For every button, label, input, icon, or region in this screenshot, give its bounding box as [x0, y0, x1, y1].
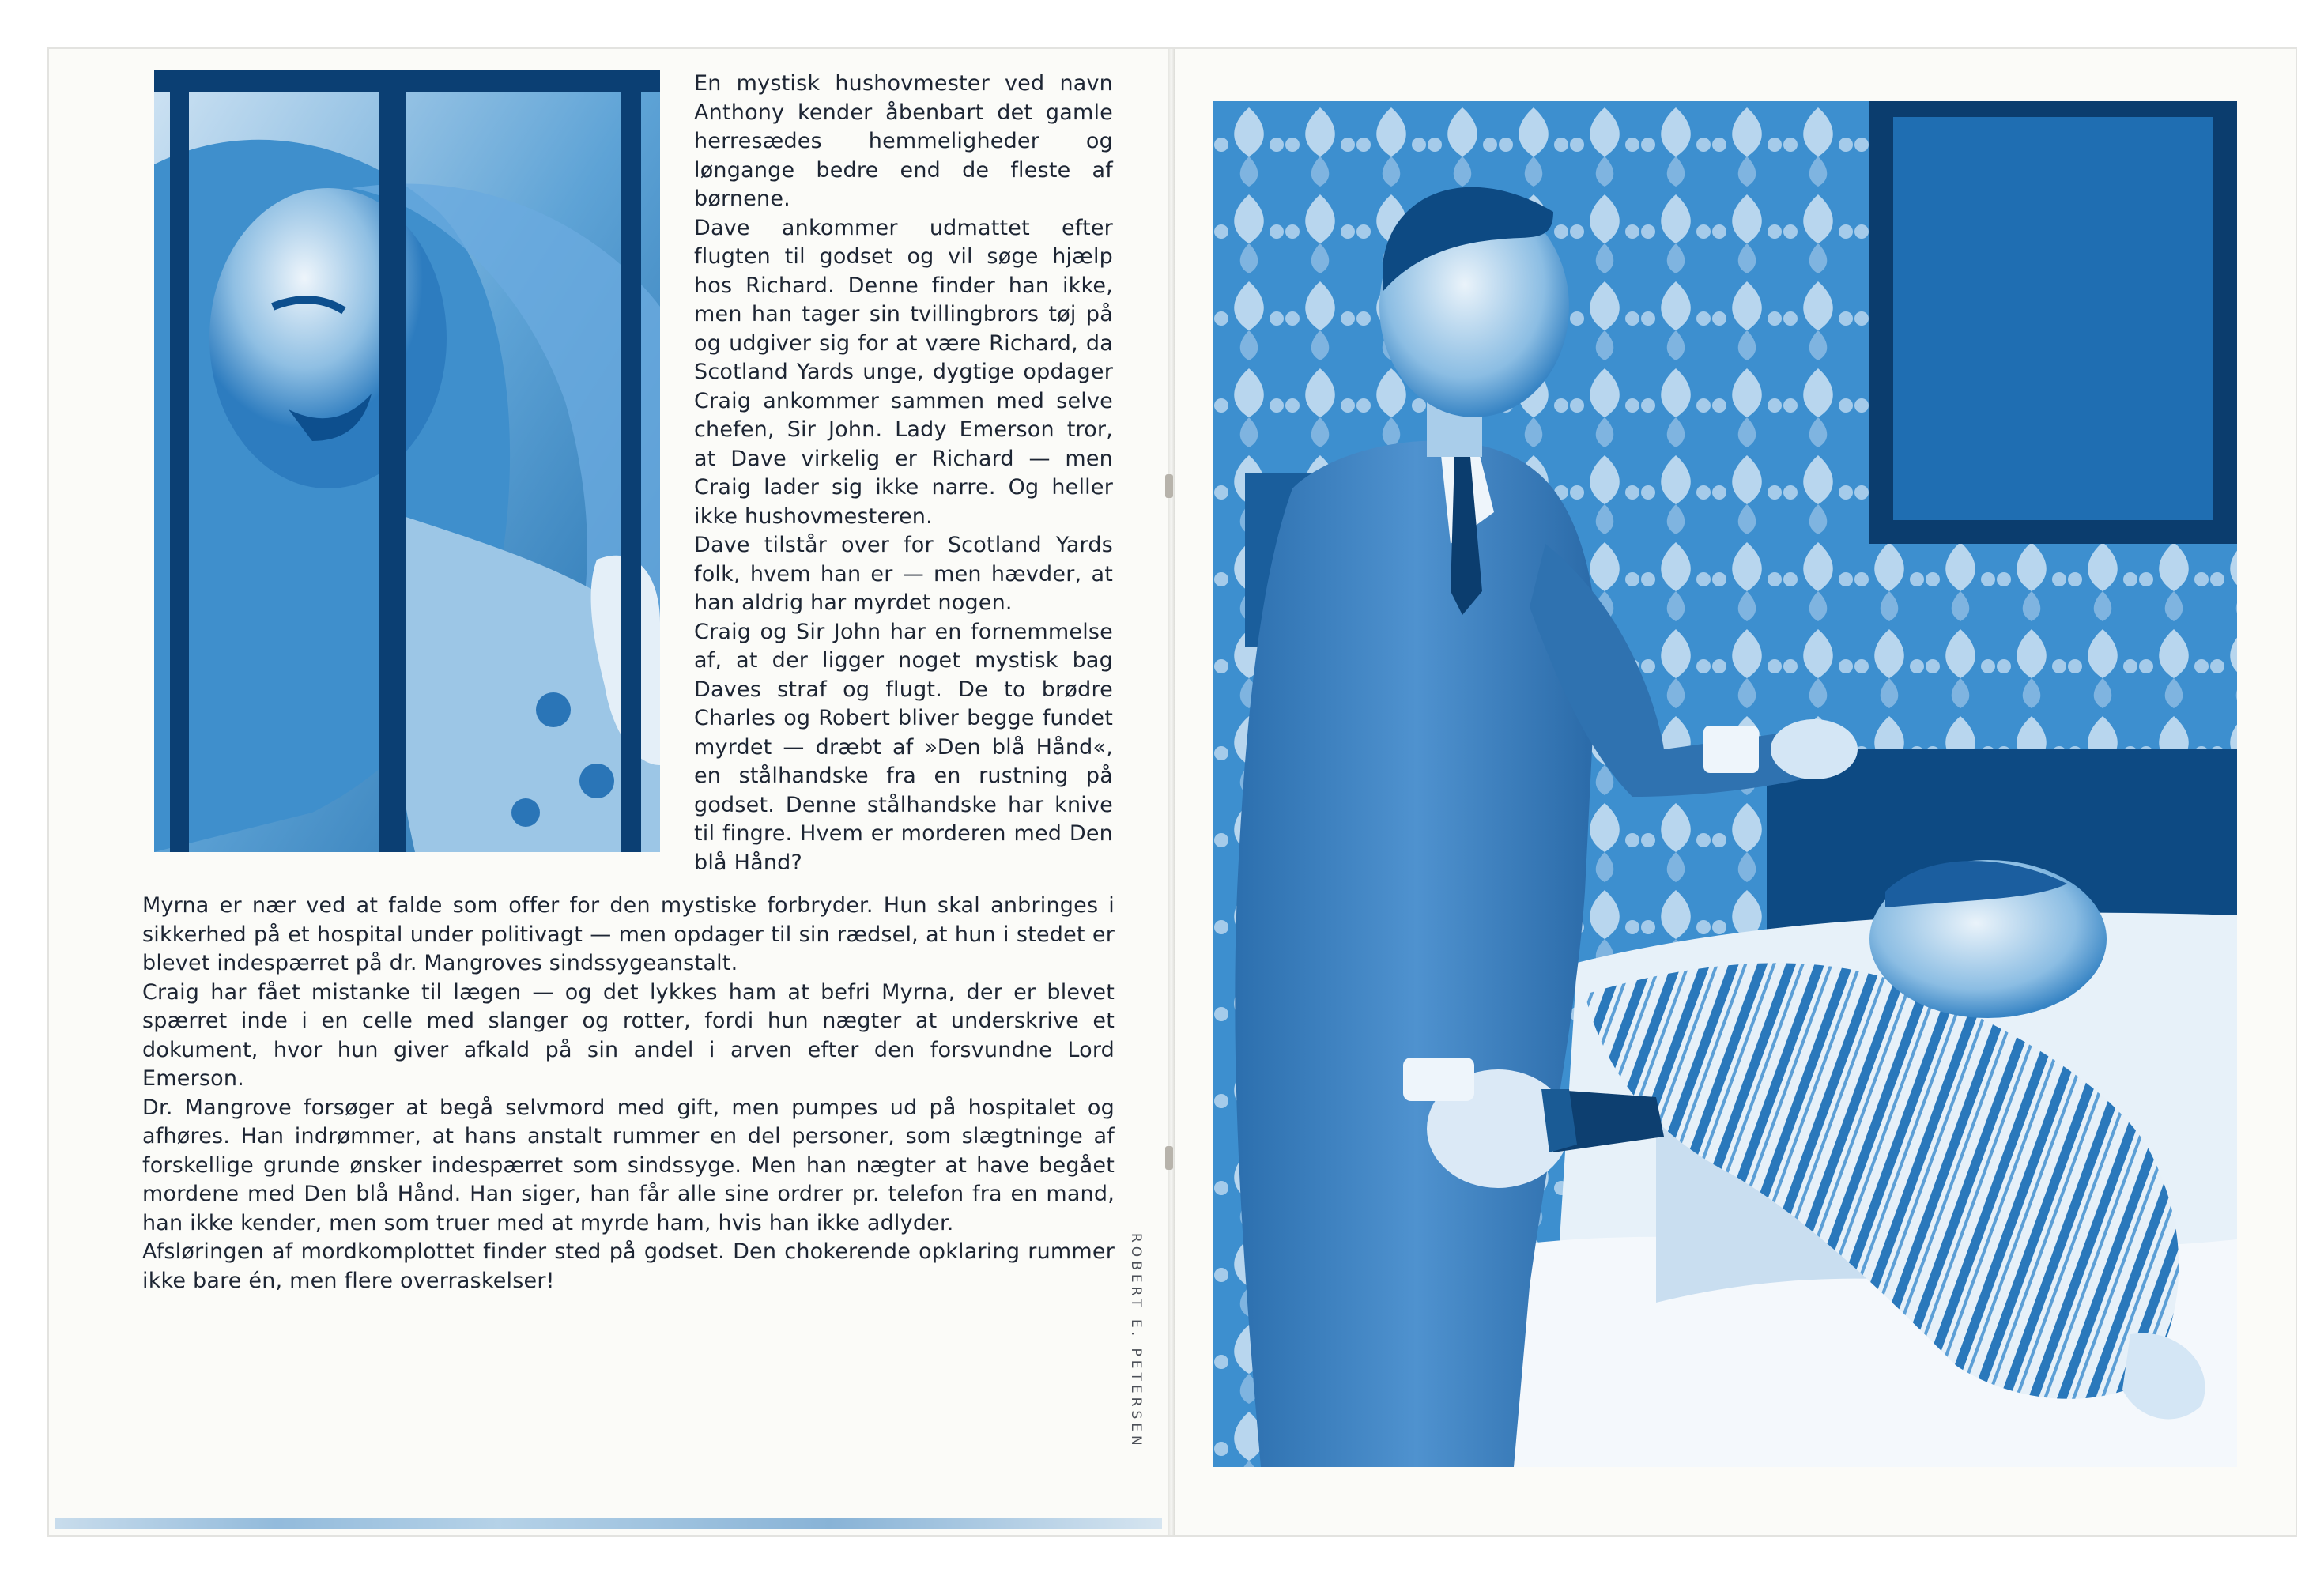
article-text-full	[142, 892, 1115, 1295]
paragraph: Myrna er nær ved at falde som offer for den mystiske forbryder. Hun skal anbringes i sikkerhed på et hospital under politivagt — men opdager til sin rædsel, at hun i stedet er blevet indespærret på dr. Mangroves sindssygeanstalt.	[142, 893, 1115, 975]
paragraph: Dr. Mangrove forsøger at begå selvmord med gift, men pumpes ud på hospitalet og afhøres. Han indrømmer, at hans anstalt rummer en del personer, som slægtninge af forskellige grunde ønsker indespærret som sindssyge. Men han nægter at have begået mordene med Den blå Hånd. Han siger, han får alle sine ordrer pr. telefon fra en mand, han ikke kender, men som truer med at myrde ham, hvis han ikke adlyder.	[142, 1095, 1115, 1235]
photo-man-with-revolver	[1213, 101, 2237, 1467]
photo-woman-behind-bars	[154, 70, 660, 852]
paragraph: Craig har fået mistanke til lægen — og det lykkes ham at befri Myrna, der er blevet spærret inde i en celle med slanger og rotter, fordi hun nægter at underskrive et dokument, hvor hun giver afkald på sin andel i arven efter den forsvundne Lord Emerson.	[142, 979, 1115, 1091]
paragraph: Dave ankommer udmattet efter flugten til godset og vil søge hjælp hos Richard. Denne finder han ikke, men han tager sin tvillingbrors tøj på og udgiver sig for at være Richard, da Scotland Yards unge, dygtige opdager Craig ankommer sammen med selve chefen, Sir John. Lady Emerson tror, at Dave virkelig er Richard — men Craig lader sig ikke narre. Og heller ikke hushovmesteren.	[694, 215, 1113, 529]
photo-credit: ROBERT E. PETERSEN	[1128, 1233, 1144, 1450]
article-text-column	[694, 70, 1113, 877]
center-fold	[1168, 49, 1175, 1535]
paragraph: Dave tilstår over for Scotland Yards folk, hvem han er — men hævder, at han aldrig har myrdet nogen.	[694, 533, 1113, 615]
paragraph: Afsløringen af mordkomplottet finder sted på godset. Den chokerende opklaring rummer ikke bare én, men flere overraskelser!	[142, 1239, 1115, 1293]
paragraph: En mystisk hushovmester ved navn Anthony kender åbenbart det gamle herresædes hemmeligheder og løngange bedre end de fleste af børnene.	[694, 71, 1113, 211]
bleed-strip	[55, 1518, 1162, 1529]
staple	[1165, 1146, 1173, 1170]
staple	[1165, 474, 1173, 498]
paragraph: Craig og Sir John har en fornemmelse af, at der ligger noget mystisk bag Daves straf og flugt. De to brødre Charles og Robert bliver begge fundet myrdet — dræbt af »Den blå Hånd«, en stålhandske fra en rustning på godset. Denne stålhandske har knive til fingre. Hvem er morderen med Den blå Hånd?	[694, 619, 1113, 875]
